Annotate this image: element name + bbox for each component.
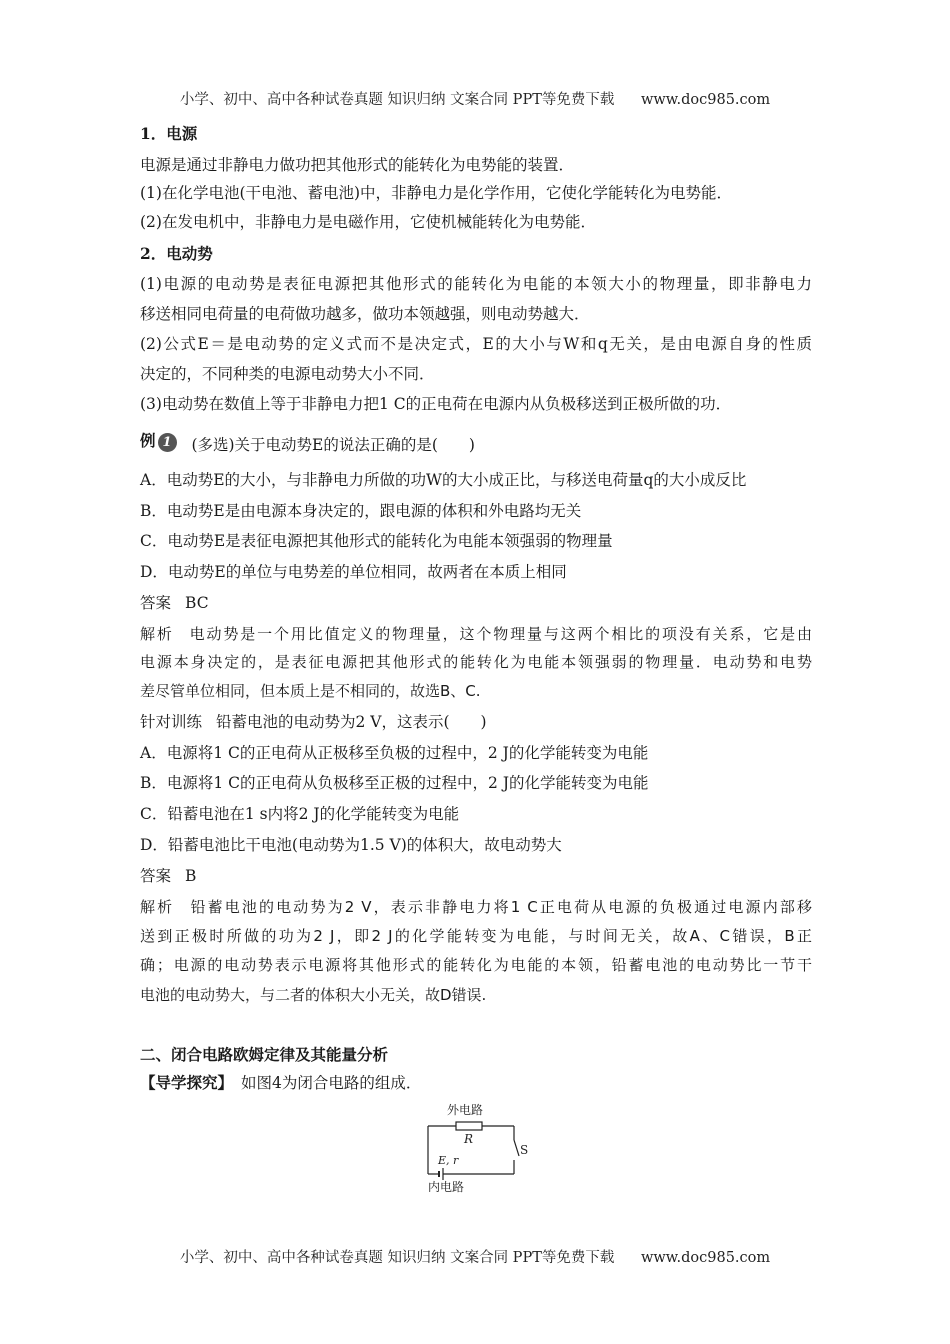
example-number-icon: 1 <box>158 433 177 452</box>
switch-label: S <box>520 1143 529 1157</box>
source-label: E, r <box>438 1154 459 1167</box>
example1-analysis-line: 电源本身决定的，是表征电源把其他形式的能转化为电能本领强弱的物理量．电动势和电势 <box>140 653 812 671</box>
resistor-label: R <box>464 1132 474 1146</box>
section2-line: 移送相同电荷量的电荷做功越多，做功本领越强，则电动势越大． <box>140 305 590 323</box>
answer-value: B <box>185 867 197 885</box>
analysis-text: 电动势是一个用比值定义的物理量，这个物理量与这两个相比的项没有关系，它是由 <box>187 625 812 643</box>
training-label: 针对训练 <box>140 713 203 731</box>
training-analysis-line: 电池的电动势大，与二者的体积大小无关，故D错误. <box>140 986 487 1004</box>
outer-circuit-label: 外电路 <box>447 1103 484 1117</box>
example1-analysis-line: 差尽管单位相同，但本质上是不相同的，故选B、C. <box>140 682 481 700</box>
training-answer-line <box>140 866 812 886</box>
page-footer <box>0 1246 950 1267</box>
footer-site: www.doc985.com <box>640 1250 771 1266</box>
example1-option: C．电动势E是表征电源把其他形式的能转化为电能本领强弱的物理量 <box>140 532 613 550</box>
circuit-diagram <box>420 1098 540 1194</box>
example1-option: D．电动势E的单位与电势差的单位相同，故两者在本质上相同 <box>140 563 567 581</box>
resistor-symbol <box>456 1122 482 1130</box>
page-header <box>0 88 950 109</box>
section1-line: (1)在化学电池(干电池、蓄电池)中，非静电力是化学作用，它使化学能转化为电势能． <box>140 184 733 202</box>
example1-option: A．电动势E的大小，与非静电力所做的功W的大小成正比，与移送电荷量q的大小成反比 <box>140 471 747 489</box>
example1-answer-line <box>140 593 812 613</box>
guide-line <box>140 1073 812 1093</box>
training-analysis-line: 送到正极时所做的功为2 J，即2 J的化学能转变为电能，与时间无关，故A、C错误，B正 <box>140 927 812 945</box>
guide-text: 如图4为闭合电路的组成． <box>241 1074 422 1092</box>
training-analysis-line: 确；电源的电动势表示电源将其他形式的能转化为电能的本领，铅蓄电池的电动势比一节干 <box>140 956 812 974</box>
example1-question: (多选)关于电动势E的说法正确的是( ) <box>191 436 475 454</box>
footer-text: 小学、初中、高中各种试卷真题 知识归纳 文案合同 PPT等免费下载 <box>179 1250 615 1266</box>
training-option: B．电源将1 C的正电荷从负极移至正极的过程中，2 J的化学能转变为电能 <box>140 774 649 792</box>
example-label: 例 <box>140 431 156 450</box>
training-option: A．电源将1 C的正电荷从正极移至负极的过程中，2 J的化学能转变为电能 <box>140 744 649 762</box>
example1-option: B．电动势E是由电源本身决定的，跟电源的体积和外电路均无关 <box>140 502 582 520</box>
section1-line: (2)在发电机中，非静电力是电磁作用，它使机械能转化为电势能． <box>140 213 596 231</box>
header-site: www.doc985.com <box>640 92 771 108</box>
training-analysis-line <box>140 897 812 917</box>
guide-label: 【导学探究】 <box>140 1073 234 1092</box>
switch-symbol <box>514 1140 519 1156</box>
training-option: C．铅蓄电池在1 s内将2 J的化学能转变为电能 <box>140 805 460 823</box>
section2-title: 2．电动势 <box>140 244 213 263</box>
analysis-label: 解析 <box>140 898 175 916</box>
section2-line: (1)电源的电动势是表征电源把其他形式的能转化为电能的本领大小的物理量，即非静电力 <box>140 275 812 293</box>
section1-title: 1．电源 <box>140 124 198 143</box>
header-text: 小学、初中、高中各种试卷真题 知识归纳 文案合同 PPT等免费下载 <box>179 92 615 108</box>
example1-question-line <box>140 431 812 457</box>
section2-line: (2)公式E＝是电动势的定义式而不是决定式，E的大小与W和q无关，是由电源自身的性质 <box>140 335 812 353</box>
inner-circuit-label: 内电路 <box>428 1180 465 1194</box>
section3-title: 二、闭合电路欧姆定律及其能量分析 <box>140 1045 389 1064</box>
analysis-label: 解析 <box>140 625 174 643</box>
analysis-text: 铅蓄电池的电动势为2 V，表示非静电力将1 C正电荷从电源的负极通过电源内部移 <box>188 898 812 916</box>
training-question: 铅蓄电池的电动势为2 V，这表示( ) <box>216 713 487 731</box>
example1-analysis-line <box>140 624 812 644</box>
answer-value: BC <box>185 594 209 612</box>
answer-label: 答案 <box>140 867 172 885</box>
section2-line: (3)电动势在数值上等于非静电力把1 C的正电荷在电源内从负极移送到正极所做的功． <box>140 395 732 413</box>
section1-line: 电源是通过非静电力做功把其他形式的能转化为电势能的装置． <box>140 156 575 174</box>
training-question-line <box>140 712 812 732</box>
answer-label: 答案 <box>140 594 172 612</box>
section2-line: 决定的，不同种类的电源电动势大小不同． <box>140 365 435 383</box>
training-option: D．铅蓄电池比干电池(电动势为1.5 V)的体积大，故电动势大 <box>140 836 562 854</box>
